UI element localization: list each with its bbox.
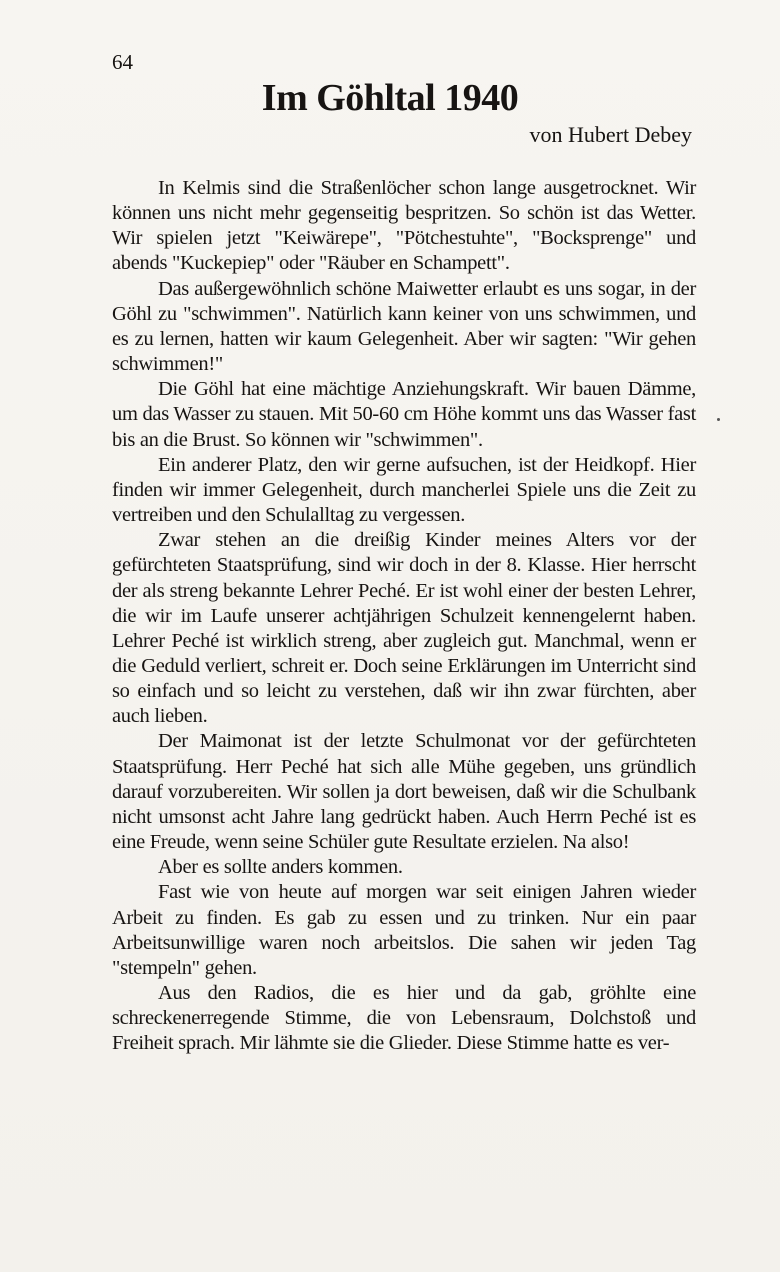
page-title: Im Göhltal 1940: [261, 77, 519, 119]
paragraph: Die Göhl hat eine mächtige Anziehungskraft. Wir bauen Dämme, um das Wasser zu stauen. Mit 50-60 cm Höhe kommt uns das Wasser fast bis an die Brust. So können wir "schwimmen".: [112, 378, 696, 451]
paragraph: Zwar stehen an die dreißig Kinder meines Alters vor der gefürchteten Staatsprüfung, sind wir doch in der 8. Klasse. Hier herrscht der als streng bekannte Lehrer Peché. Er ist wohl einer der besten Lehrer, die wir im Laufe unserer achtjährigen Schulzeit kennengelernt haben. Lehrer Peché ist wirklich streng, aber zugleich gut. Manchmal, wenn er die Geduld verliert, schreit er. Doch seine Erklärungen im Unterricht sind so einfach und so leicht zu verstehen, daß wir ihn zwar fürchten, aber auch lieben.: [112, 529, 696, 728]
paragraph: Aus den Radios, die es hier und da gab, gröhlte eine schreckenerregende Stimme, die von Lebensraum, Dolchstoß und Freiheit sprach. Mir lähmte sie die Glieder. Diese Stimme hatte es ver-: [112, 982, 696, 1055]
paragraph: Aber es sollte anders kommen.: [158, 856, 403, 879]
article-body: [112, 176, 696, 1056]
paragraph: Ein anderer Platz, den wir gerne aufsuchen, ist der Heidkopf. Hier finden wir immer Gelegenheit, durch mancherlei Spiele uns die Zeit zu vertreiben und den Schulalltag zu vergessen.: [112, 453, 696, 527]
paragraph: In Kelmis sind die Straßenlöcher schon lange ausgetrocknet. Wir können uns nicht mehr gegenseitig bespritzen. So schön ist das Wetter. Wir spielen jetzt "Keiwärepe", "Pötchestuhte", "Bocksprenge" und abends "Kuckepiep" oder "Räuber en Schampett".: [112, 177, 696, 275]
paragraph: Das außergewöhnlich schöne Maiwetter erlaubt es uns sogar, in der Göhl zu "schwimmen". Natürlich kann keiner von uns schwimmen, und es zu lernen, hatten wir kaum Gelegenheit. Aber wir sagten: "Wir gehen schwimmen!": [112, 277, 696, 376]
author-byline: von Hubert Debey: [529, 122, 692, 147]
paragraph: Fast wie von heute auf morgen war seit einigen Jahren wieder Arbeit zu finden. Es gab zu essen und zu trinken. Nur ein paar Arbeitsunwillige waren noch arbeitslos. Die sahen wir jeden Tag "stempeln" gehen.: [112, 881, 696, 979]
paragraph: Der Maimonat ist der letzte Schulmonat vor der gefürchteten Staatsprüfung. Herr Peché hat sich alle Mühe gegeben, uns gründlich darauf vorzubereiten. Wir sollen ja dort beweisen, daß wir die Schulbank nicht umsonst acht Jahre lang gedrückt haben. Auch Herrn Peché ist es eine Freude, wenn seine Schüler gute Resultate erzielen. Na also!: [112, 730, 696, 854]
speck-mark: [717, 418, 720, 421]
page-number: 64: [112, 50, 133, 74]
